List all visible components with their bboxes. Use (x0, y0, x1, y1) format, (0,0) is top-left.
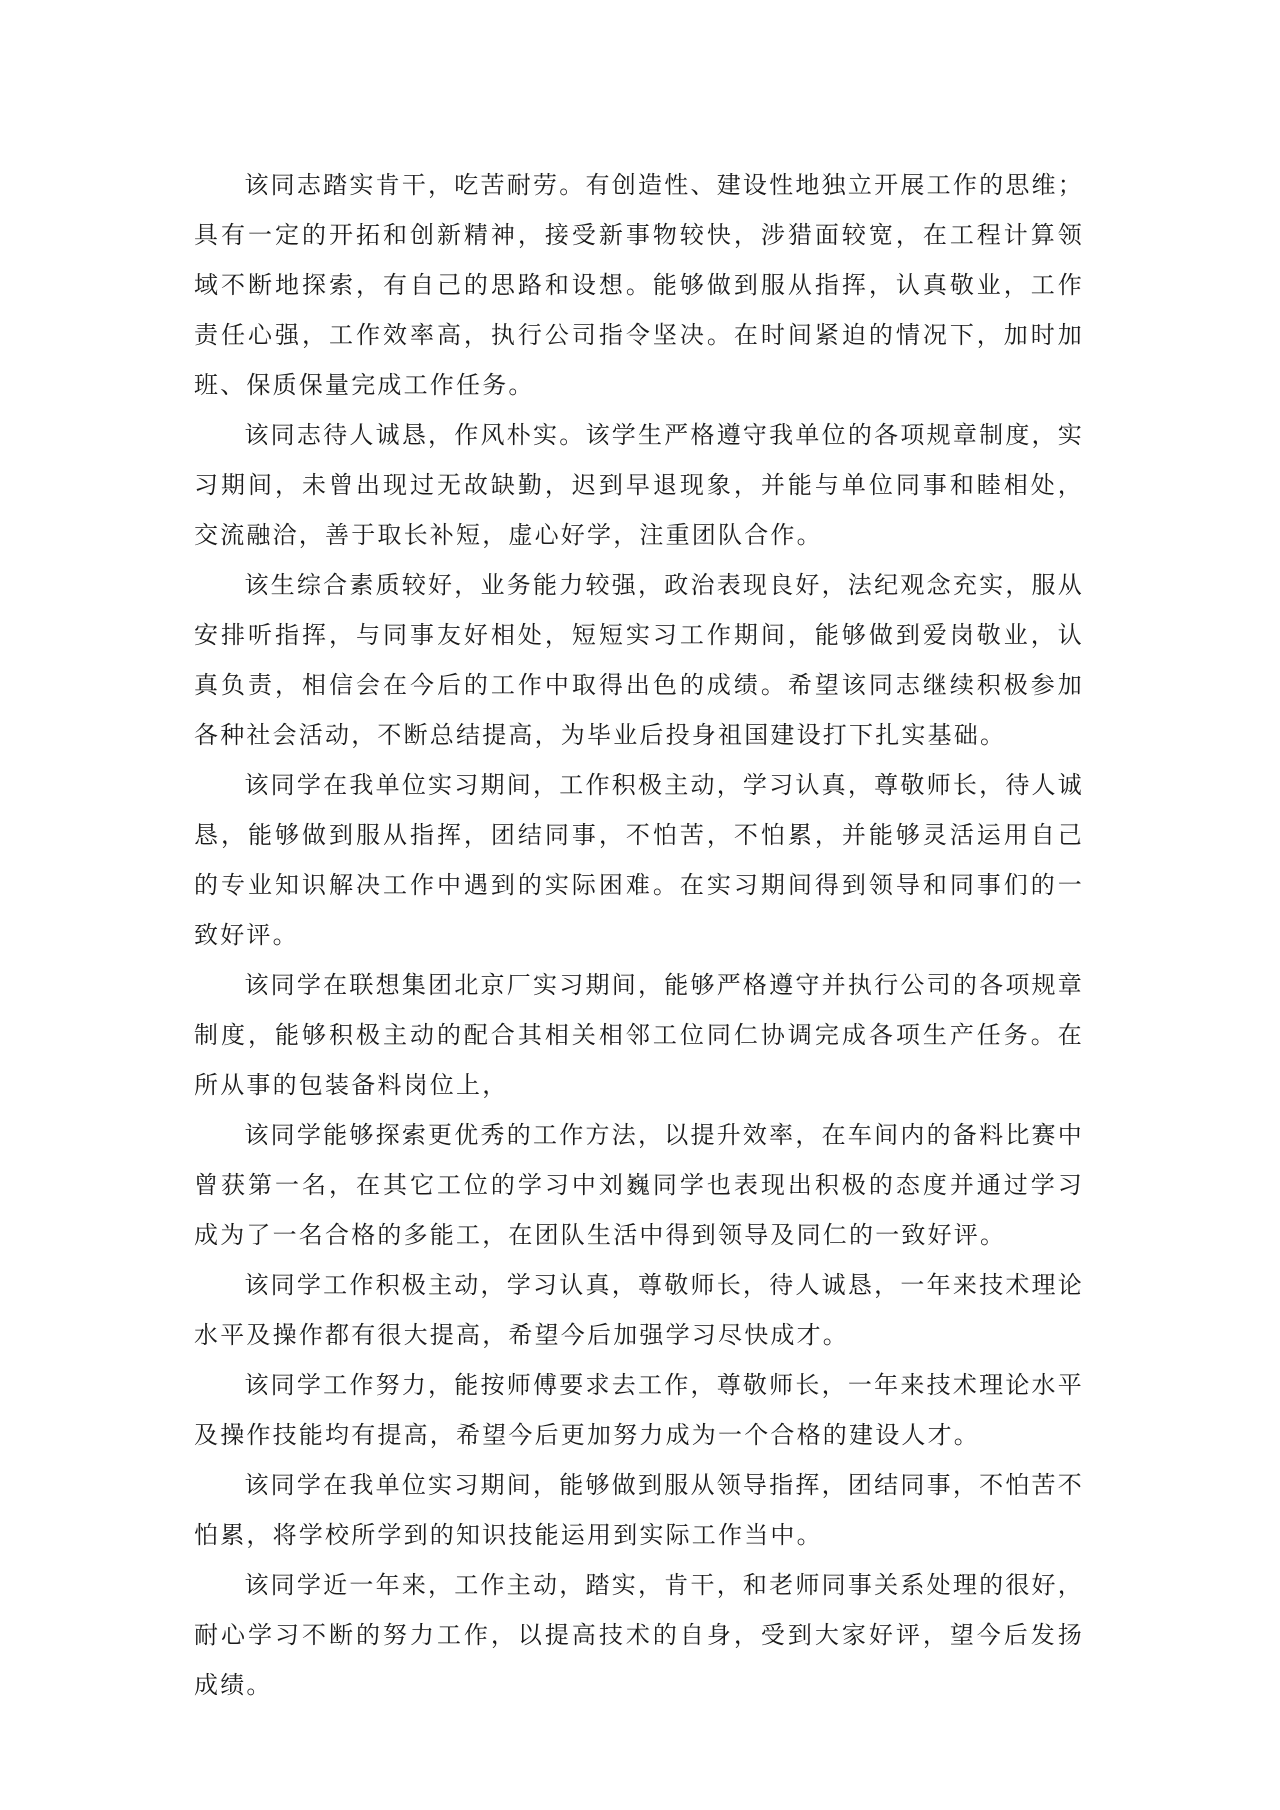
paragraph: 该同学在联想集团北京厂实习期间，能够严格遵守并执行公司的各项规章制度，能够积极主动的配合其相关相邻工位同仁协调完成各项生产任务。在所从事的包装备料岗位上， (194, 971, 1084, 1099)
paragraph: 该同学工作积极主动，学习认真，尊敬师长，待人诚恳，一年来技术理论水平及操作都有很大提高，希望今后加强学习尽快成才。 (194, 1271, 1084, 1349)
paragraph: 该同学在我单位实习期间，能够做到服从领导指挥，团结同事，不怕苦不怕累，将学校所学到的知识技能运用到实际工作当中。 (194, 1471, 1084, 1549)
paragraph: 该同志待人诚恳，作风朴实。该学生严格遵守我单位的各项规章制度，实习期间，未曾出现过无故缺勤，迟到早退现象，并能与单位同事和睦相处，交流融洽，善于取长补短，虚心好学，注重团队合作。 (194, 421, 1084, 549)
paragraph: 该同学能够探索更优秀的工作方法，以提升效率，在车间内的备料比赛中曾获第一名，在其它工位的学习中刘巍同学也表现出积极的态度并通过学习成为了一名合格的多能工，在团队生活中得到领导及同仁的一致好评。 (194, 1121, 1084, 1249)
paragraph: 该同学在我单位实习期间，工作积极主动，学习认真，尊敬师长，待人诚恳，能够做到服从指挥，团结同事，不怕苦，不怕累，并能够灵活运用自己的专业知识解决工作中遇到的实际困难。在实习期间得到领导和同事们的一致好评。 (194, 771, 1084, 949)
paragraph: 该同学工作努力，能按师傅要求去工作，尊敬师长，一年来技术理论水平及操作技能均有提高，希望今后更加努力成为一个合格的建设人才。 (194, 1371, 1084, 1449)
paragraph: 该同学近一年来，工作主动，踏实，肯干，和老师同事关系处理的很好，耐心学习不断的努力工作，以提高技术的自身，受到大家好评，望今后发扬成绩。 (194, 1571, 1084, 1699)
paragraph: 该同志踏实肯干，吃苦耐劳。有创造性、建设性地独立开展工作的思维；具有一定的开拓和创新精神，接受新事物较快，涉猎面较宽，在工程计算领域不断地探索，有自己的思路和设想。能够做到服从指挥，认真敬业，工作责任心强，工作效率高，执行公司指令坚决。在时间紧迫的情况下，加时加班、保质保量完成工作任务。 (194, 171, 1084, 399)
document-body (194, 160, 1084, 1710)
paragraph: 该生综合素质较好，业务能力较强，政治表现良好，法纪观念充实，服从安排听指挥，与同事友好相处，短短实习工作期间，能够做到爱岗敬业，认真负责，相信会在今后的工作中取得出色的成绩。希望该同志继续积极参加各种社会活动，不断总结提高，为毕业后投身祖国建设打下扎实基础。 (194, 571, 1084, 749)
